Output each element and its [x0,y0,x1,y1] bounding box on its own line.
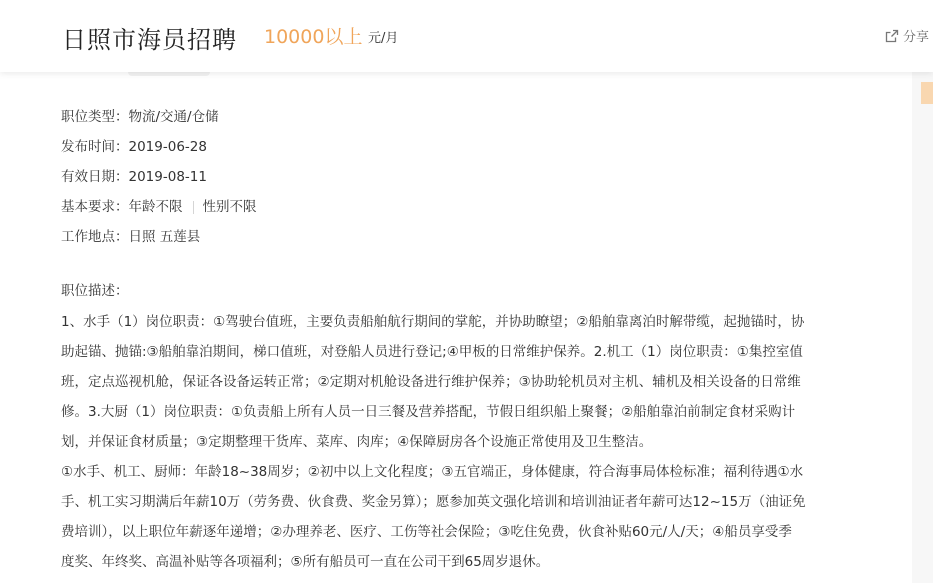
description-line: 度奖、年终奖、高温补贴等各项福利；⑤所有船员可一直在公司干到65周岁退休。 [61,554,550,570]
description-heading [61,280,129,302]
gender-requirement: 性别不限 [202,199,257,215]
job-detail-card [0,72,912,583]
share-icon [885,29,899,43]
sidebar-accent [921,82,933,104]
description-line: 修。3.大厨（1）岗位职责：①负责船上所有人员一日三餐及营养搭配，节假日组织船上聚餐；②船舶靠泊前制定食材采购计 [61,404,796,420]
job-description [61,307,891,577]
description-line: 1、水手（1）岗位职责：①驾驶台值班，主要负责船舶航行期间的掌舵，并协助瞭望；②船舶靠离泊时解带缆，起抛锚时，协 [61,314,805,330]
info-valid-date [61,166,207,188]
category-label: 职位类型： [61,109,129,125]
info-requirements [61,196,257,218]
job-title: 日照市海员招聘 [62,26,237,54]
age-requirement: 年龄不限 [128,199,183,215]
salary-unit: 元/月 [368,31,399,46]
info-category [61,106,219,128]
description-line: 手、机工实习期满后年薪10万（劳务费、伙食费、奖金另算）；愿参加英文强化培训和培训油证者年薪可达12~15万（油证免 [61,494,806,510]
description-line: 划，并保证食材质量；③定期整理干货库、菜库、肉库；④保障厨房各个设施正常使用及卫生整洁。 [61,434,653,450]
valid-label: 有效日期： [61,169,129,185]
description-line: 助起锚、抛锚:③船舶靠泊期间，梯口值班，对登船人员进行登记;④甲板的日常维护保养。2.机工（1）岗位职责：①集控室值 [61,344,803,360]
info-publish-date [61,136,207,158]
publish-label: 发布时间： [61,139,129,155]
divider [193,201,194,214]
location-value: 日照 五莲县 [128,229,201,245]
description-heading-text: 职位描述： [61,283,129,299]
job-header [0,0,933,72]
description-line: 费培训），以上职位年薪逐年递增；②办理养老、医疗、工伤等社会保险；③吃住免费，伙食补贴60元/人/天；④船员享受季 [61,524,792,540]
valid-value: 2019-08-11 [128,169,207,185]
category-value: 物流/交通/仓储 [128,109,219,125]
description-line: 班，定点巡视机舱，保证各设备运转正常；②定期对机舱设备进行维护保养；③协助轮机员对主机、辅机及相关设备的日常维 [61,374,801,390]
share-button[interactable] [885,26,929,45]
right-sidebar-edge [912,72,933,583]
salary-value: 10000以上 [264,26,363,48]
location-label: 工作地点： [61,229,129,245]
share-label: 分享 [903,30,930,45]
description-line: ①水手、机工、厨师：年龄18~38周岁；②初中以上文化程度；③五官端正，身体健康，符合海事局体检标准；福利待遇①水 [61,464,804,480]
requirements-label: 基本要求： [61,199,129,215]
info-location [61,226,200,248]
publish-value: 2019-06-28 [128,139,207,155]
